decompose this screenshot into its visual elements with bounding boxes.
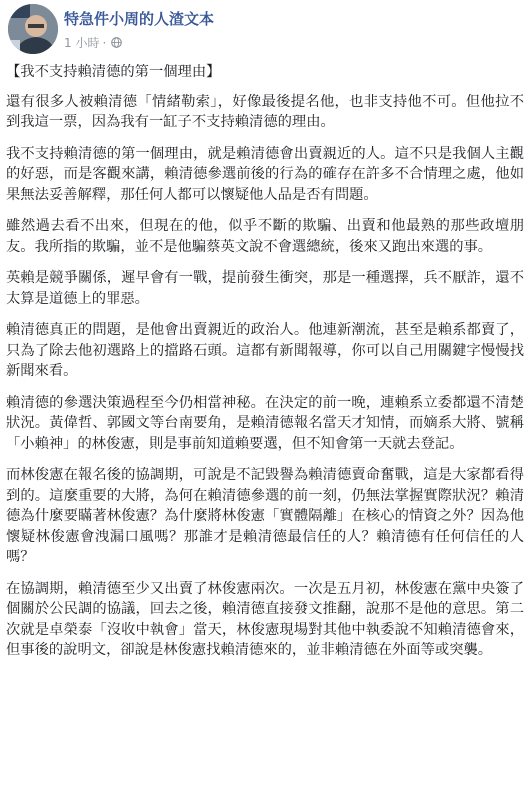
post-header [0,0,531,62]
post-paragraph: 我不支持賴清德的第一個理由，就是賴清德會出賣親近的人。這不只是我個人主觀的好惡，而是客觀來講，賴清德參選前後的行為的確存在許多不合情理之處，他如果無法妥善解釋，那任何人都可以懷疑他人品是否有問題。 [6,145,524,203]
post-paragraph: 雖然過去看不出來，但現在的他，似乎不斷的欺騙、出賣和他最熟的那些政壇朋友。我所指的欺騙，並不是他騙蔡英文說不會選總統，後來又跑出來選的事。 [6,218,524,255]
post-paragraph: 還有很多人被賴清德「情緒勒索」，好像最後提名他，也非支持他不可。但他拉不到我這一票，因為我有一缸子不支持賴清德的理由。 [6,93,524,130]
page-name-link[interactable]: 特急件小周的人渣文本 [64,10,215,28]
avatar-image [8,4,58,54]
meta-separator: · [102,35,107,50]
post-meta [64,34,122,51]
avatar[interactable] [8,4,58,54]
post-body [6,62,524,672]
post-paragraph: 賴清德真正的問題，是他會出賣親近的政治人。他連新潮流，甚至是賴系都賣了，只為了除去他初選路上的擋路石頭。這都有新聞報導，你可以自己用關鍵字慢慢找新聞來看。 [6,322,524,379]
post-paragraph: 而林俊憲在報名後的協調期，可說是不記毀譽為賴清德賣命奮戰，這是大家都看得到的。這麼重要的大將，為何在賴清德參選的前一刻，仍無法掌握實際狀況？賴清德為什麼要瞞著林俊憲？為什麼將林俊憲「實體隔離」在核心的情資之外？因為他懷疑林俊憲會洩漏口風嗎？那誰才是賴清德最信任的人？賴清德有任何信任的人嗎？ [6,467,524,565]
globe-icon[interactable] [111,37,122,48]
post-paragraph: 英賴是競爭關係，遲早會有一戰，提前發生衝突，那是一種選擇，兵不厭詐，還不太算是道德上的罪惡。 [6,270,524,307]
post-timestamp[interactable]: 1 小時 [64,36,100,50]
post-paragraph: 賴清德的參選決策過程至今仍相當神秘。在決定的前一晚，連賴系立委都還不清楚狀況。黃偉哲、郭國文等台南要角，是賴清德報名當天才知情，而嫡系大將、號稱「小賴神」的林俊憲，則是事前知道賴要選，但不知會第一天就去登記。 [6,394,524,452]
post-paragraph: 在協調期，賴清德至少又出賣了林俊憲兩次。一次是五月初，林俊憲在黨中央簽了個關於公民調的協議，回去之後，賴清德直接發文推翻，說那不是他的意思。第二次就是卓榮泰「沒收中執會」當天，林俊憲現場對其他中執委說不知賴清德會來，但事後的說明文，卻說是林俊憲找賴清德來的，並非賴清德在外面等或突襲。 [6,580,524,658]
post-title: 【我不支持賴清德的第一個理由】 [6,64,221,80]
